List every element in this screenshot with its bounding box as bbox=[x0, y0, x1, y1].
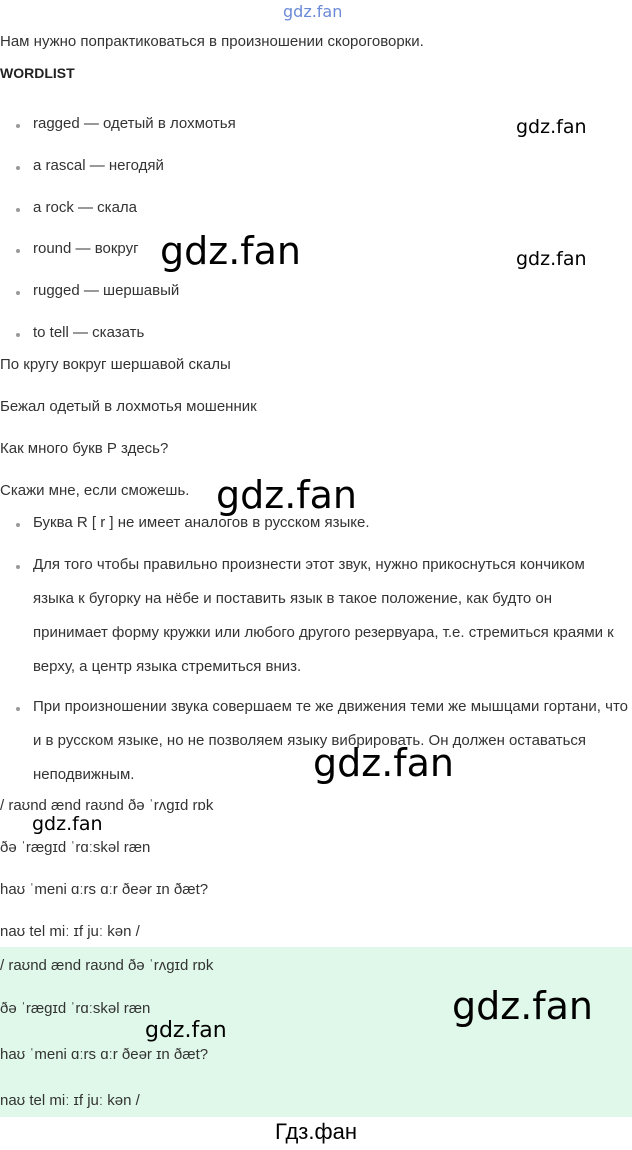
tip-item: Для того чтобы правильно произнести этот звук, нужно прикоснуться кончиком языка к бугорку на нёбе и поставить язык в такое положение, как будто он принимает форму кружки или любого другого резервуара, т.е. стремиться краями к верху, а центр языка стремиться вниз. bbox=[33, 556, 614, 675]
watermark: gdz.fan bbox=[516, 116, 587, 138]
transcription-line: / raʊnd ænd raʊnd ðə ˈrʌgɪd rɒk bbox=[0, 797, 214, 814]
bullet-icon bbox=[16, 333, 20, 337]
list-item: round — вокруг bbox=[33, 240, 139, 257]
bullet-icon bbox=[16, 291, 20, 295]
tip-item: При произношении звука совершаем те же движения теми же мышцами гортани, что и в русском языке, но не позволяем языку вибрировать. Он должен оставаться неподвижным. bbox=[33, 698, 629, 783]
list-item: ragged — одетый в лохмотья bbox=[33, 115, 236, 132]
poem-line: Бежал одетый в лохмотья мошенник bbox=[0, 398, 257, 415]
list-item: rugged — шершавый bbox=[33, 282, 180, 299]
transcription-line: haʊ ˈmeni ɑːrs ɑːr ðeər ɪn ðæt? bbox=[0, 881, 209, 898]
bullet-icon bbox=[16, 523, 20, 527]
poem-line: По кругу вокруг шершавой скалы bbox=[0, 356, 231, 373]
watermark: gdz.fan bbox=[516, 248, 587, 270]
watermark: gdz.fan bbox=[160, 229, 302, 273]
tip-item: Буква R [ r ] не имеет аналогов в русском языке. bbox=[33, 514, 370, 531]
transcription-line: naʊ tel miː ɪf juː kən / bbox=[0, 923, 140, 940]
bullet-icon bbox=[16, 124, 20, 128]
watermark: gdz.fan bbox=[145, 1018, 227, 1043]
transcription-line: ðə ˈrægɪd ˈrɑːskəl ræn bbox=[0, 839, 151, 856]
highlighted-transcription-line: haʊ ˈmeni ɑːrs ɑːr ðeər ɪn ðæt? bbox=[0, 1046, 209, 1063]
header-watermark: gdz.fan bbox=[283, 2, 343, 21]
bullet-icon bbox=[16, 565, 20, 569]
watermark: gdz.fan bbox=[452, 984, 594, 1028]
watermark: gdz.fan bbox=[32, 813, 103, 835]
wordlist-title: WORDLIST bbox=[0, 65, 75, 81]
poem-line: Скажи мне, если сможешь. bbox=[0, 482, 190, 499]
bullet-icon bbox=[16, 249, 20, 253]
list-item: to tell — сказать bbox=[33, 324, 145, 341]
highlighted-transcription-line: ðə ˈrægɪd ˈrɑːskəl ræn bbox=[0, 1000, 151, 1017]
bullet-icon bbox=[16, 208, 20, 212]
footer-caption: Гдз.фан bbox=[275, 1119, 357, 1144]
bullet-icon bbox=[16, 166, 20, 170]
highlighted-transcription-line: naʊ tel miː ɪf juː kən / bbox=[0, 1092, 140, 1109]
watermark: gdz.fan bbox=[216, 473, 358, 517]
intro-text: Нам нужно попрактиковаться в произношении скороговорки. bbox=[0, 33, 424, 50]
watermark: gdz.fan bbox=[313, 741, 455, 785]
highlighted-transcription-line: / raʊnd ænd raʊnd ðə ˈrʌgɪd rɒk bbox=[0, 957, 214, 974]
bullet-icon bbox=[16, 707, 20, 711]
list-item: a rock — скала bbox=[33, 199, 138, 216]
poem-line: Как много букв Р здесь? bbox=[0, 440, 169, 457]
list-item: a rascal — негодяй bbox=[33, 157, 164, 174]
